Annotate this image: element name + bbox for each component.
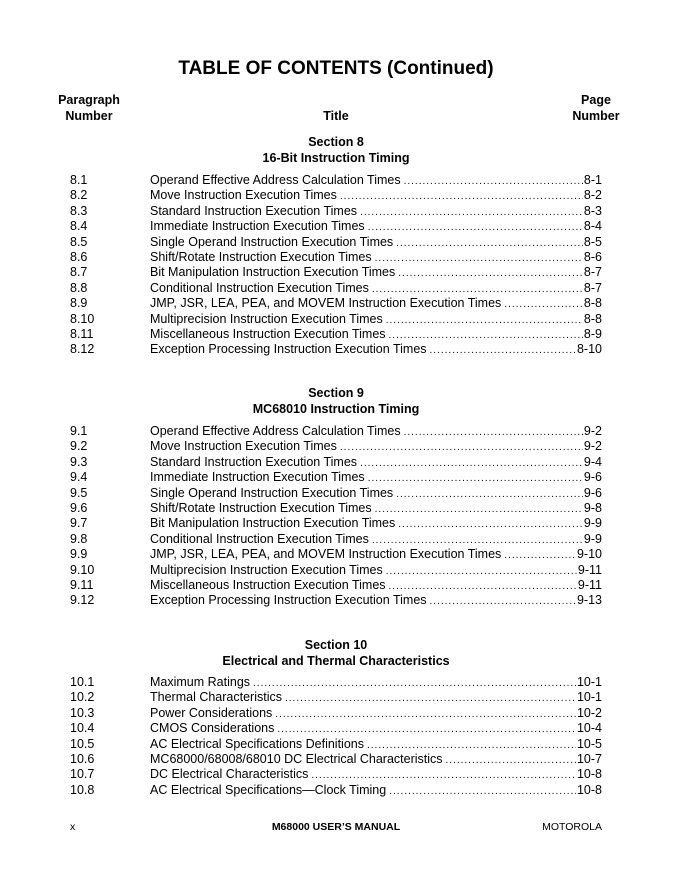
page-number: 9-9 (583, 516, 602, 531)
entry-line (150, 265, 602, 281)
dot-leader (430, 594, 576, 609)
toc-entry (0, 188, 680, 203)
dot-leader (446, 753, 576, 768)
entry-line (150, 547, 602, 563)
toc-entry (0, 737, 680, 752)
toc-entry (0, 752, 680, 767)
paragraph-number: 9.5 (70, 485, 88, 500)
footer-manual-title: M68000 USER’S MANUAL (271, 821, 401, 833)
paragraph-number: 8.9 (70, 296, 88, 311)
page-number: 10-5 (576, 736, 602, 751)
paragraph-number: 10.5 (70, 736, 95, 751)
page-number: 9-9 (583, 531, 602, 546)
dot-leader (285, 691, 576, 706)
toc-entry (0, 501, 680, 516)
page-title: TABLE OF CONTENTS (Continued) (178, 58, 494, 79)
entry-title: Bit Manipulation Instruction Execution Times (150, 265, 396, 280)
entry-title: Multiprecision Instruction Execution Times (150, 562, 383, 577)
entry-line (150, 250, 602, 266)
entry-line (150, 563, 602, 579)
entry-title: CMOS Considerations (150, 721, 275, 736)
page-number-label: Number (572, 109, 620, 123)
page-number: 9-2 (583, 424, 602, 438)
toc-entry (0, 439, 680, 454)
dot-leader (404, 174, 583, 189)
toc-entry (0, 675, 680, 690)
paragraph-number: 8.6 (70, 249, 88, 264)
toc-entry (0, 486, 680, 501)
toc-entry (0, 593, 680, 608)
entry-title: Operand Effective Address Calculation Times (150, 173, 401, 187)
dot-leader (368, 471, 583, 486)
page-number: 8-7 (583, 280, 602, 295)
entry-line (150, 204, 602, 220)
toc-entry (0, 690, 680, 705)
paragraph-number: 8.7 (70, 265, 88, 280)
page-number: 10-1 (576, 675, 602, 689)
entry-title: AC Electrical Specifications—Clock Timing (150, 782, 387, 797)
entry-line (150, 593, 602, 609)
entry-title: JMP, JSR, LEA, PEA, and MOVEM Instruction Execution Times (150, 296, 502, 311)
toc-entry (0, 516, 680, 531)
page-number: 8-8 (583, 296, 602, 311)
section-9-heading (0, 385, 672, 417)
dot-leader (386, 313, 583, 328)
dot-leader (367, 738, 576, 753)
entry-title: Exception Processing Instruction Execution Times (150, 593, 427, 608)
toc-entry (0, 455, 680, 470)
toc-entry (0, 327, 680, 342)
paragraph-number: 9.11 (70, 577, 94, 592)
dot-leader (277, 722, 576, 737)
section-10-entries (0, 675, 680, 798)
paragraph-number: 9.7 (70, 516, 88, 531)
entry-line (150, 486, 602, 502)
section-label: Section 10 (304, 638, 368, 652)
page-number: 8-10 (576, 342, 602, 357)
page-number: 10-8 (576, 767, 602, 782)
dot-leader (398, 517, 583, 532)
page-number: 8-8 (583, 311, 602, 326)
toc-entry (0, 219, 680, 234)
entry-title: Move Instruction Execution Times (150, 188, 337, 203)
entry-line (150, 516, 602, 532)
toc-entry (0, 312, 680, 327)
page-number: 8-1 (583, 173, 602, 187)
paragraph-number: 10.1 (70, 675, 95, 689)
page-number: 9-4 (583, 454, 602, 469)
entry-line (150, 296, 602, 312)
title-header: Title (323, 109, 349, 123)
page-number: 9-13 (576, 593, 602, 608)
entry-title: JMP, JSR, LEA, PEA, and MOVEM Instruction Execution Times (150, 547, 502, 562)
section-name: Electrical and Thermal Characteristics (222, 654, 450, 668)
paragraph-number: 10.7 (70, 767, 95, 782)
toc-entry (0, 424, 680, 439)
entry-title: AC Electrical Specifications Definitions (150, 736, 364, 751)
entry-title: Shift/Rotate Instruction Execution Times (150, 249, 372, 264)
entry-title: Multiprecision Instruction Execution Times (150, 311, 383, 326)
entry-line (150, 737, 602, 753)
toc-entry (0, 532, 680, 547)
paragraph-number: 10.8 (70, 782, 95, 797)
dot-leader (375, 251, 583, 266)
paragraph-number: 8.12 (70, 342, 95, 357)
toc-entry (0, 706, 680, 721)
dot-leader (340, 189, 583, 204)
entry-line (150, 706, 602, 722)
toc-entry (0, 173, 680, 188)
entry-line (150, 578, 602, 594)
entry-title: MC68000/68008/68010 DC Electrical Characteristics (150, 751, 443, 766)
page-number: 8-4 (583, 219, 602, 234)
entry-line (150, 342, 602, 358)
toc-entry (0, 721, 680, 736)
paragraph-number: 8.1 (70, 173, 88, 187)
entry-title: Standard Instruction Execution Times (150, 203, 358, 218)
entry-title: DC Electrical Characteristics (150, 767, 309, 782)
toc-entry (0, 783, 680, 798)
entry-line (150, 173, 602, 189)
page-number: 9-11 (577, 577, 602, 592)
entry-line (150, 281, 602, 297)
entry-title: Conditional Instruction Execution Times (150, 531, 369, 546)
dot-leader (275, 707, 576, 722)
page-number: 8-3 (583, 203, 602, 218)
page-number: 9-10 (576, 547, 602, 562)
page-number: 10-1 (576, 690, 602, 705)
paragraph-number-header (48, 92, 130, 124)
entry-title: Power Considerations (150, 705, 273, 720)
section-label: Section 9 (308, 386, 364, 400)
entry-line (150, 752, 602, 768)
section-9-entries (0, 424, 680, 609)
paragraph-header-label: Paragraph (58, 93, 120, 107)
footer-page-number: x (70, 821, 76, 833)
paragraph-number: 10.6 (70, 751, 95, 766)
dot-leader (396, 487, 583, 502)
toc-entry (0, 204, 680, 219)
toc-entry (0, 296, 680, 311)
entry-title: Miscellaneous Instruction Execution Times (150, 326, 386, 341)
dot-leader (253, 676, 576, 691)
entry-title: Thermal Characteristics (150, 690, 282, 705)
entry-line (150, 767, 602, 783)
dot-leader (430, 343, 576, 358)
paragraph-number: 8.10 (70, 311, 95, 326)
entry-line (150, 424, 602, 440)
toc-entry (0, 563, 680, 578)
entry-line (150, 532, 602, 548)
dot-leader (396, 236, 583, 251)
page-number: 8-7 (583, 265, 602, 280)
entry-title: Standard Instruction Execution Times (150, 454, 358, 469)
paragraph-number: 9.10 (70, 562, 95, 577)
toc-entry (0, 265, 680, 280)
dot-leader (372, 533, 583, 548)
paragraph-number: 9.2 (70, 439, 88, 454)
entry-line (150, 675, 602, 691)
paragraph-number-label: Number (65, 109, 113, 123)
dot-leader (386, 564, 577, 579)
dot-leader (504, 548, 576, 563)
dot-leader (389, 784, 576, 799)
dot-leader (398, 266, 583, 281)
entry-line (150, 783, 602, 799)
toc-entry (0, 235, 680, 250)
entry-title: Shift/Rotate Instruction Execution Times (150, 500, 372, 515)
entry-title: Single Operand Instruction Execution Times (150, 234, 394, 249)
paragraph-number: 9.4 (70, 470, 88, 485)
page-number: 9-2 (583, 439, 602, 454)
entry-title: Single Operand Instruction Execution Times (150, 485, 394, 500)
dot-leader (368, 220, 583, 235)
page-number: 10-8 (576, 782, 602, 797)
entry-line (150, 690, 602, 706)
paragraph-number: 9.12 (70, 593, 95, 608)
paragraph-number: 8.11 (70, 326, 94, 341)
paragraph-number: 10.3 (70, 705, 95, 720)
toc-entry (0, 578, 680, 593)
paragraph-number: 10.2 (70, 690, 95, 705)
paragraph-number: 9.9 (70, 547, 88, 562)
page-header-label: Page (581, 93, 611, 107)
paragraph-number: 9.3 (70, 454, 88, 469)
page-number: 8-6 (583, 249, 602, 264)
entry-title: Maximum Ratings (150, 675, 251, 689)
entry-line (150, 470, 602, 486)
entry-title: Move Instruction Execution Times (150, 439, 337, 454)
dot-leader (311, 768, 576, 783)
dot-leader (360, 456, 583, 471)
page-number: 9-6 (583, 485, 602, 500)
entry-title: Miscellaneous Instruction Execution Times (150, 577, 386, 592)
dot-leader (340, 440, 583, 455)
entry-title: Bit Manipulation Instruction Execution Times (150, 516, 396, 531)
entry-line (150, 501, 602, 517)
section-name: MC68010 Instruction Timing (252, 402, 420, 416)
dot-leader (375, 502, 583, 517)
page-number: 8-5 (583, 234, 602, 249)
entry-line (150, 455, 602, 471)
page-number: 8-2 (583, 188, 602, 203)
dot-leader (389, 328, 583, 343)
toc-entry (0, 470, 680, 485)
page-number: 9-6 (583, 470, 602, 485)
toc-entry (0, 281, 680, 296)
paragraph-number: 8.3 (70, 203, 88, 218)
paragraph-number: 10.4 (70, 721, 95, 736)
section-label: Section 8 (308, 135, 364, 149)
paragraph-number: 9.8 (70, 531, 88, 546)
dot-leader (389, 579, 577, 594)
entry-title: Immediate Instruction Execution Times (150, 470, 365, 485)
section-8-entries (0, 173, 680, 358)
page-number: 10-7 (576, 751, 602, 766)
toc-entry (0, 767, 680, 782)
entry-line (150, 721, 602, 737)
paragraph-number: 8.2 (70, 188, 88, 203)
entry-title: Exception Processing Instruction Execution Times (150, 342, 427, 357)
section-10-heading (0, 637, 672, 669)
paragraph-number: 8.5 (70, 234, 88, 249)
dot-leader (372, 282, 583, 297)
footer-publisher: MOTOROLA (542, 821, 602, 833)
page-number-header (560, 92, 632, 124)
paragraph-number: 9.1 (70, 424, 88, 438)
entry-line (150, 188, 602, 204)
entry-line (150, 312, 602, 328)
page-number: 10-4 (576, 721, 602, 736)
page-number: 9-8 (583, 500, 602, 515)
page-number: 8-9 (583, 326, 602, 341)
paragraph-number: 9.6 (70, 500, 88, 515)
paragraph-number: 8.8 (70, 280, 88, 295)
entry-line (150, 235, 602, 251)
dot-leader (504, 297, 583, 312)
entry-line (150, 439, 602, 455)
dot-leader (360, 205, 583, 220)
entry-title: Operand Effective Address Calculation Times (150, 424, 401, 438)
dot-leader (404, 425, 583, 440)
toc-entry (0, 250, 680, 265)
toc-entry (0, 342, 680, 357)
paragraph-number: 8.4 (70, 219, 88, 234)
page-number: 9-11 (577, 562, 602, 577)
entry-line (150, 327, 602, 343)
entry-line (150, 219, 602, 235)
entry-title: Conditional Instruction Execution Times (150, 280, 369, 295)
toc-entry (0, 547, 680, 562)
section-8-heading (0, 134, 672, 166)
entry-title: Immediate Instruction Execution Times (150, 219, 365, 234)
section-name: 16-Bit Instruction Timing (262, 151, 410, 165)
page-number: 10-2 (576, 705, 602, 720)
